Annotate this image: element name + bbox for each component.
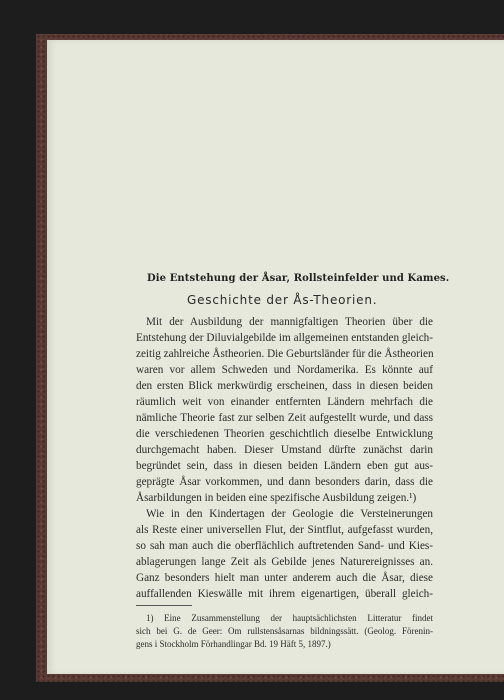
footnote-rule: [136, 605, 192, 606]
body-line: den ersten Blick merkwürdig erscheinen, dass in diesen beiden: [136, 380, 433, 392]
body-line: Wie in den Kindertagen der Geologie die Versteinerungen: [146, 508, 433, 520]
page-title: Die Entstehung der Åsar, Rollsteinfelder und Kames.: [147, 273, 450, 284]
body-line: Entstehung der Diluvialgebilde im allgemeinen entstanden gleich-: [136, 332, 433, 344]
body-line: die verschiedenen Theorien geschichtlich dieselbe Entwicklung: [136, 428, 433, 440]
body-line: nämliche Theorie fast zur selben Zeit aufgestellt wurde, und dass: [136, 412, 433, 424]
footnote-line: 1) Eine Zusammenstellung der hauptsächlichsten Litteratur findet: [146, 613, 433, 623]
footnote-line: sich bei G. de Geer: Om rullstensåsarnas bildningssätt. (Geolog. Förenin-: [136, 626, 433, 636]
body-line: waren vor allem Schweden und Nordamerika. Es könnte auf: [136, 364, 433, 376]
body-line: auffallenden Kieswälle mit ihrem eigenartigen, überall gleich-: [136, 588, 433, 600]
body-line: Mit der Ausbildung der mannigfaltigen Theorien über die: [146, 316, 433, 328]
body-line: Åsarbildungen in beiden eine spezifische Ausbildung zeigen.¹): [136, 492, 417, 504]
body-line: zeitig zahlreiche Åstheorien. Die Geburtsländer für die Åstheorien: [136, 348, 434, 360]
body-line: als Reste einer universellen Flut, der Sintflut, aufgefasst wurden,: [136, 524, 433, 536]
section-heading: Geschichte der Ås-Theorien.: [187, 293, 378, 307]
footnote-line: gens i Stockholm Förhandlingar Bd. 19 Häft 5, 1897.): [136, 639, 331, 649]
body-line: Ganz besonders hielt man unter anderem auch die Åsar, diese: [136, 572, 433, 584]
body-line: ablagerungen lange Zeit als Gebilde jenes Naturereignisses an.: [136, 556, 433, 568]
body-line: so sah man auch die oberflächlich auftretenden Sand- und Kies-: [136, 540, 433, 552]
body-line: geprägte Åsar vorkommen, und dann besonders darin, dass die: [136, 476, 433, 488]
body-line: begründet sein, dass in diesen beiden Ländern eben gut aus-: [136, 460, 433, 472]
body-line: durchgemacht haben. Dieser Umstand dürfte zunächst darin: [136, 444, 433, 456]
body-line: räumlich weit von einander entfernten Ländern mehrfach die: [136, 396, 433, 408]
